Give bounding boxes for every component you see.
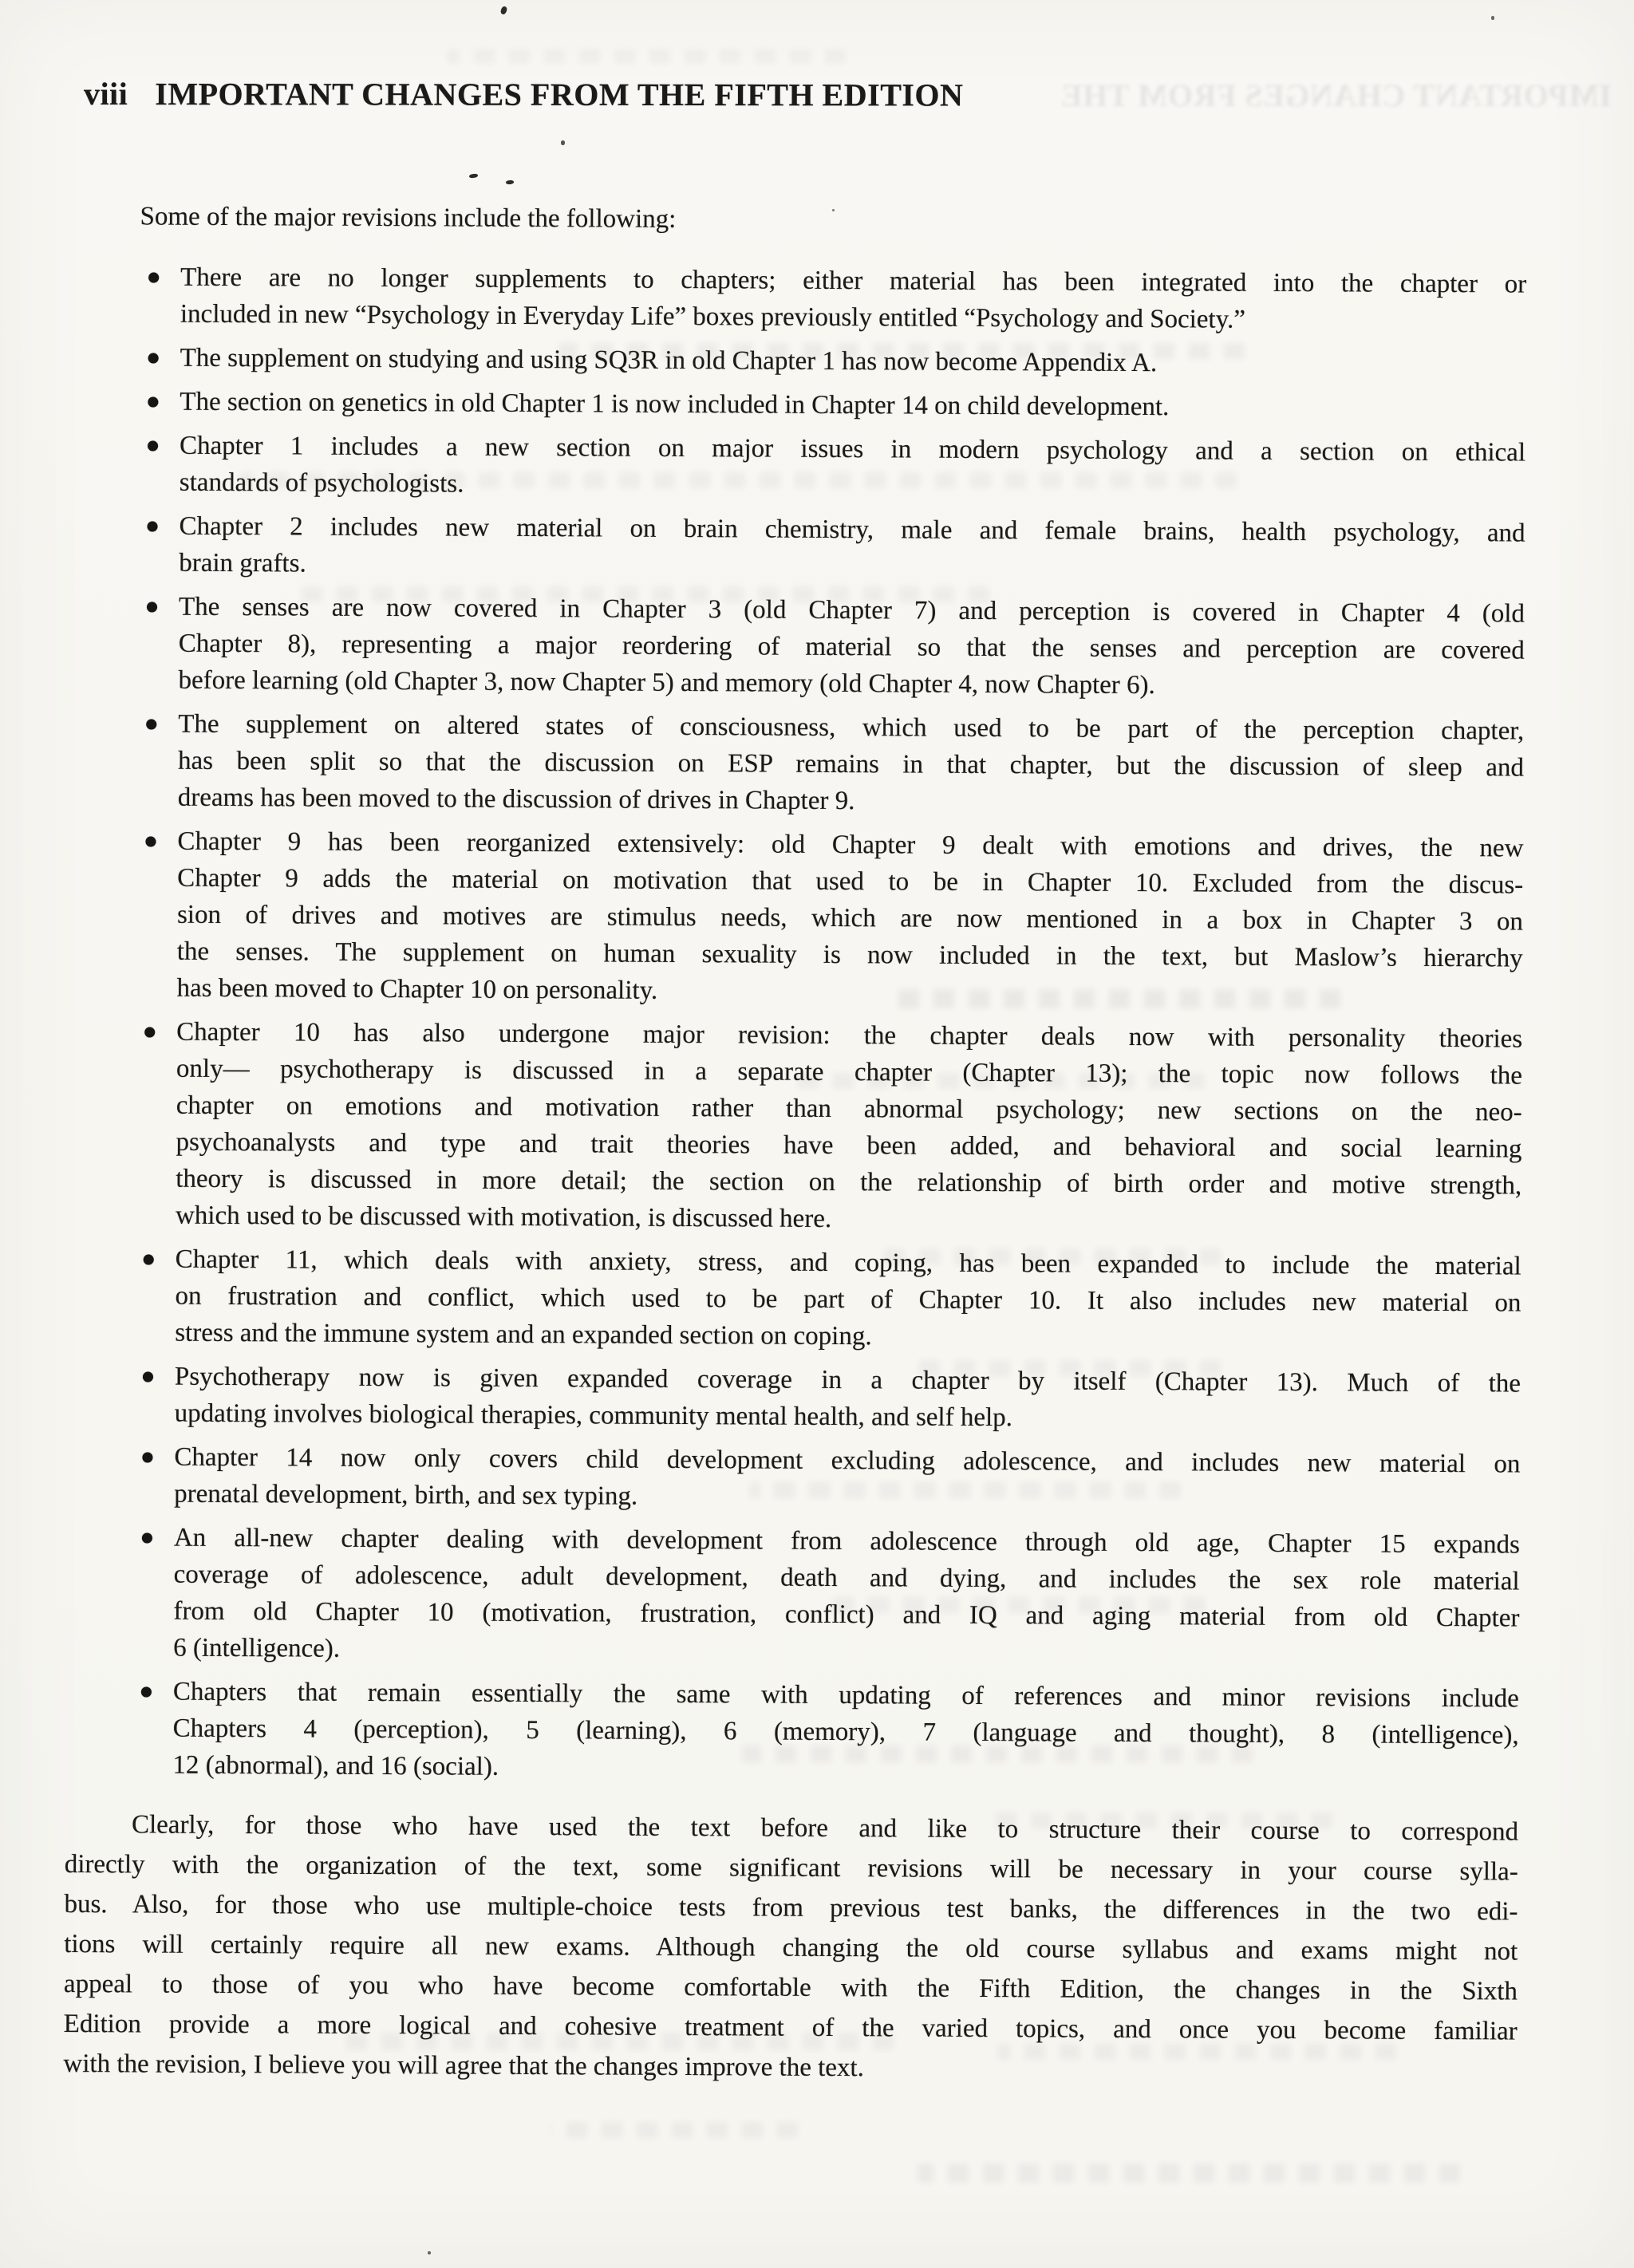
text-line: which used to be discussed with motivation, is discussed here. xyxy=(175,1201,832,1233)
page-number: viii xyxy=(83,76,128,112)
bullet-icon xyxy=(141,1686,152,1697)
bullet-icon xyxy=(148,272,159,282)
text-line: Chapter 11, which deals with anxiety, stress, and coping, has been expanded to include the material xyxy=(175,1244,1522,1281)
text-line: Chapter 10 has also undergone major revision: the chapter deals now with personality theories xyxy=(176,1017,1523,1054)
bullet-item xyxy=(175,1241,1522,1359)
text-line: coverage of adolescence, adult development, death and dying, and includes the sex role material xyxy=(173,1560,1520,1596)
text-line: updating involves biological therapies, community mental health, and self help. xyxy=(174,1398,1013,1433)
bullet-item xyxy=(176,823,1523,1014)
text-line: The supplement on altered states of consciousness, which used to be part of the perception chapter, xyxy=(178,709,1525,746)
bullet-item xyxy=(172,1674,1519,1791)
bullet-icon xyxy=(144,1254,154,1264)
text-line: There are no longer supplements to chapters; either material has been integrated into the chapter or xyxy=(180,262,1527,299)
text-line: The senses are now covered in Chapter 3 (old Chapter 7) and perception is covered in Chapter 4 (old xyxy=(178,592,1525,629)
bullet-item xyxy=(173,1520,1520,1674)
page-title: IMPORTANT CHANGES FROM THE FIFTH EDITION xyxy=(155,76,964,113)
text-line: Chapter 9 adds the material on motivation that used to be in Chapter 10. Excluded from the discus- xyxy=(177,863,1524,900)
text-line: bus. Also, for those who use multiple-choice tests from previous test banks, the differences in the two edi- xyxy=(64,1889,1518,1927)
bullet-icon xyxy=(148,396,158,407)
text-line: Chapters 4 (perception), 5 (learning), 6 (memory), 7 (language and thought), 8 (intelligence), xyxy=(172,1714,1519,1750)
bullet-icon xyxy=(145,836,156,846)
text-line: appeal to those of you who have become comfortable with the Fifth Edition, the changes in the Sixth xyxy=(63,1969,1518,2006)
text-line: only— psychotherapy is discussed in a separate chapter (Chapter 13); the topic now follows the xyxy=(176,1054,1523,1091)
text-line: Chapter 2 includes new material on brain chemistry, male and female brains, health psychology, and xyxy=(179,511,1525,548)
text-line: Chapters that remain essentially the same with updating of references and minor revisions include xyxy=(172,1677,1519,1714)
bullet-item xyxy=(178,706,1525,823)
bullet-icon xyxy=(148,353,159,363)
text-line: has been split so that the discussion on ESP remains in that chapter, but the discussion of sleep and xyxy=(177,746,1525,783)
text-line: psychoanalysts and type and trait theories have been added, and behavioral and social learning xyxy=(176,1127,1522,1164)
bullet-item xyxy=(174,1439,1520,1520)
text-line: before learning (old Chapter 3, now Chapter 5) and memory (old Chapter 4, now Chapter 6). xyxy=(178,665,1155,700)
bullet-item xyxy=(175,1359,1521,1439)
text-line: with the revision, I believe you will agree that the changes improve the text. xyxy=(63,2049,864,2083)
bullet-item xyxy=(180,259,1526,340)
text-line: tions will certainly require all new exams. Although changing the old course syllabus and exams might not xyxy=(64,1929,1518,1966)
text-line: Chapter 9 has been reorganized extensively: old Chapter 9 dealt with emotions and drives, the new xyxy=(177,826,1524,863)
text-line: An all-new chapter dealing with development from adolescence through old age, Chapter 15 expands xyxy=(173,1523,1520,1560)
text-line: stress and the immune system and an expanded section on coping. xyxy=(175,1318,872,1351)
text-line: from old Chapter 10 (motivation, frustration, conflict) and IQ and aging material from old Chapter xyxy=(173,1596,1520,1633)
text-line: Clearly, for those who have used the text before and like to structure their course to correspond xyxy=(131,1810,1519,1847)
text-line: on frustration and conflict, which used to be part of Chapter 10. It also includes new material on xyxy=(175,1281,1522,1318)
text-line: has been moved to Chapter 10 on personality. xyxy=(176,973,658,1005)
bullet-item xyxy=(180,428,1525,508)
revisions-list xyxy=(172,259,1526,1798)
bullet-item xyxy=(180,384,1525,428)
intro-paragraph: Some of the major revisions include the following: xyxy=(140,202,677,234)
bullet-icon xyxy=(148,440,158,451)
bleed-through-header: IMPORTANT CHANGES FROM THE xyxy=(1060,77,1612,113)
text-line: Psychotherapy now is given expanded coverage in a chapter by itself (Chapter 13). Much of the xyxy=(174,1362,1522,1398)
bullet-icon xyxy=(148,521,158,531)
text-line: chapter on emotions and motivation rather than abnormal psychology; new sections on the neo- xyxy=(176,1091,1522,1127)
bullet-icon xyxy=(143,1371,153,1382)
bullet-icon xyxy=(142,1452,152,1462)
closing-paragraph xyxy=(63,1805,1518,2092)
text-line: Edition provide a more logical and cohesive treatment of the varied topics, and once you become familiar xyxy=(63,2009,1518,2046)
bullet-icon xyxy=(144,1027,155,1037)
page-body xyxy=(62,0,1528,2268)
text-line: prenatal development, birth, and sex typing. xyxy=(174,1479,638,1511)
text-line: Chapter 14 now only covers child development excluding adolescence, and includes new material on xyxy=(174,1442,1521,1479)
text-line: The supplement on studying and using SQ3R in old Chapter 1 has now become Appendix A. xyxy=(180,343,1158,378)
text-line: included in new “Psychology in Everyday Life” boxes previously entitled “Psychology and Society.” xyxy=(180,299,1246,334)
bullet-item xyxy=(176,1014,1522,1241)
text-line: sion of drives and motives are stimulus needs, which are now mentioned in a box in Chapter 3 on xyxy=(176,900,1524,937)
text-line: 6 (intelligence). xyxy=(173,1633,341,1663)
bullet-item xyxy=(178,589,1525,706)
text-line: Chapter 8), representing a major reordering of material so that the senses and perception are covered xyxy=(178,629,1525,665)
text-line: brain grafts. xyxy=(179,548,306,578)
text-line: standards of psychologists. xyxy=(179,467,464,499)
bullet-item xyxy=(180,340,1526,384)
text-line: Chapter 1 includes a new section on major issues in modern psychology and a section on ethical xyxy=(179,431,1526,467)
text-line: 12 (abnormal), and 16 (social). xyxy=(172,1750,499,1781)
text-line: The section on genetics in old Chapter 1 is now included in Chapter 14 on child development. xyxy=(180,387,1170,422)
text-line: the senses. The supplement on human sexuality is now included in the text, but Maslow’s hierarchy xyxy=(176,937,1523,973)
bullet-icon xyxy=(142,1532,152,1543)
text-line: theory is discussed in more detail; the section on the relationship of birth order and motive strength, xyxy=(176,1164,1522,1201)
bullet-icon xyxy=(146,719,156,729)
bullet-icon xyxy=(147,602,157,612)
text-line: dreams has been moved to the discussion of drives in Chapter 9. xyxy=(177,783,855,816)
text-line: directly with the organization of the text, some significant revisions will be necessary in your course sylla- xyxy=(64,1849,1518,1887)
bullet-item xyxy=(179,508,1525,589)
